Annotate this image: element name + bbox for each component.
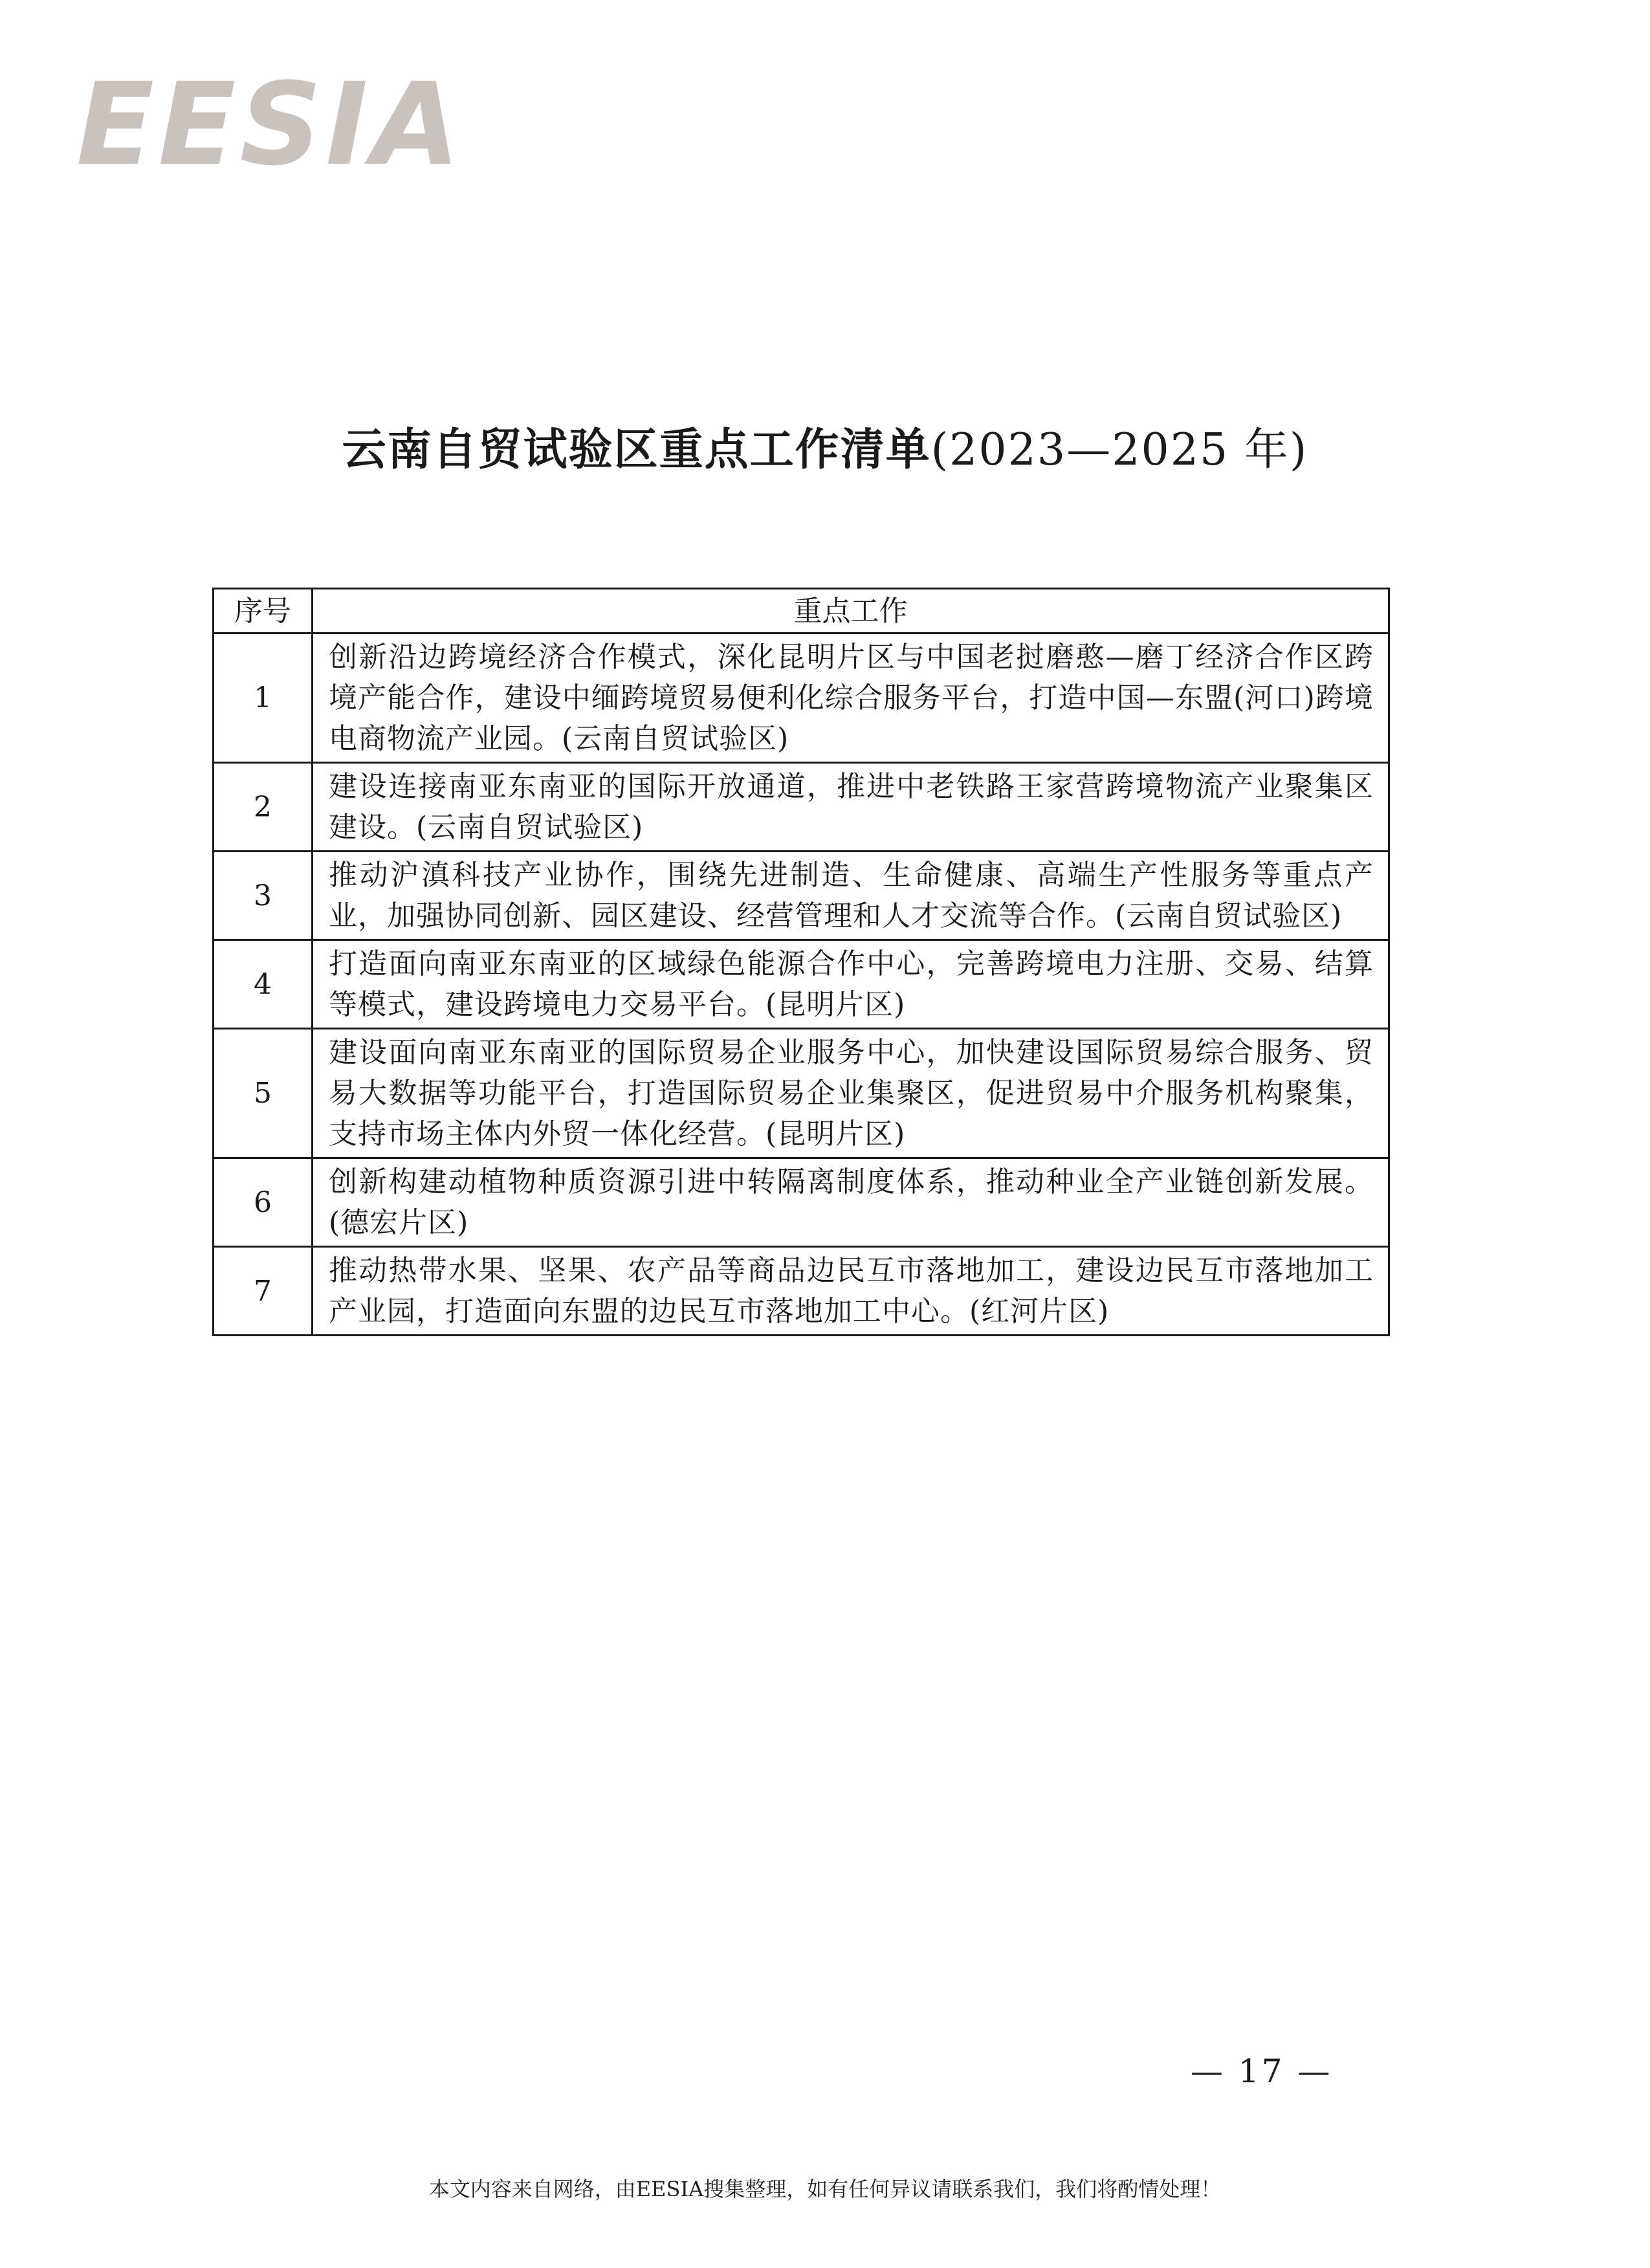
table-row	[214, 852, 1389, 940]
title-main: 云南自贸试验区重点工作清单	[342, 424, 931, 476]
table-row	[214, 1029, 1389, 1158]
header-index: 序号	[214, 589, 313, 633]
table-row	[214, 633, 1389, 763]
title-years: (2023—2025 年)	[930, 424, 1308, 476]
work-list-table-container	[212, 588, 1390, 1336]
row-work-text: 建设连接南亚东南亚的国际开放通道，推进中老铁路王家营跨境物流产业聚集区建设。(云南自贸试验区)	[313, 763, 1389, 852]
row-number: 2	[214, 763, 313, 852]
table-row	[214, 1247, 1389, 1336]
work-list-table	[212, 588, 1390, 1336]
row-number: 5	[214, 1029, 313, 1158]
row-work-text: 推动热带水果、坚果、农产品等商品边民互市落地加工，建设边民互市落地加工产业园，打造面向东盟的边民互市落地加工中心。(红河片区)	[313, 1247, 1389, 1336]
table-row	[214, 1158, 1389, 1247]
table-row	[214, 763, 1389, 852]
row-work-text: 建设面向南亚东南亚的国际贸易企业服务中心，加快建设国际贸易综合服务、贸易大数据等功能平台，打造国际贸易企业集聚区，促进贸易中介服务机构聚集，支持市场主体内外贸一体化经营。(昆明片区)	[313, 1029, 1389, 1158]
page-title	[0, 424, 1650, 477]
row-work-text: 创新构建动植物种质资源引进中转隔离制度体系，推动种业全产业链创新发展。(德宏片区)	[313, 1158, 1389, 1247]
row-number: 6	[214, 1158, 313, 1247]
row-number: 7	[214, 1247, 313, 1336]
row-number: 3	[214, 852, 313, 940]
footer-notice: 本文内容来自网络，由EESIA搜集整理，如有任何异议请联系我们，我们将酌情处理！	[428, 2177, 1222, 2201]
header-work: 重点工作	[313, 589, 1389, 633]
row-work-text: 创新沿边跨境经济合作模式，深化昆明片区与中国老挝磨憨—磨丁经济合作区跨境产能合作，建设中缅跨境贸易便利化综合服务平台，打造中国—东盟(河口)跨境电商物流产业园。(云南自贸试验区)	[313, 633, 1389, 763]
row-work-text: 打造面向南亚东南亚的区域绿色能源合作中心，完善跨境电力注册、交易、结算等模式，建设跨境电力交易平台。(昆明片区)	[313, 940, 1389, 1029]
table-header-row	[214, 589, 1389, 633]
table-row	[214, 940, 1389, 1029]
eesia-logo: EESIA	[76, 58, 464, 191]
row-number: 1	[214, 633, 313, 763]
row-number: 4	[214, 940, 313, 1029]
page-number: — 17 —	[1191, 2053, 1333, 2090]
row-work-text: 推动沪滇科技产业协作，围绕先进制造、生命健康、高端生产性服务等重点产业，加强协同创新、园区建设、经营管理和人才交流等合作。(云南自贸试验区)	[313, 852, 1389, 940]
